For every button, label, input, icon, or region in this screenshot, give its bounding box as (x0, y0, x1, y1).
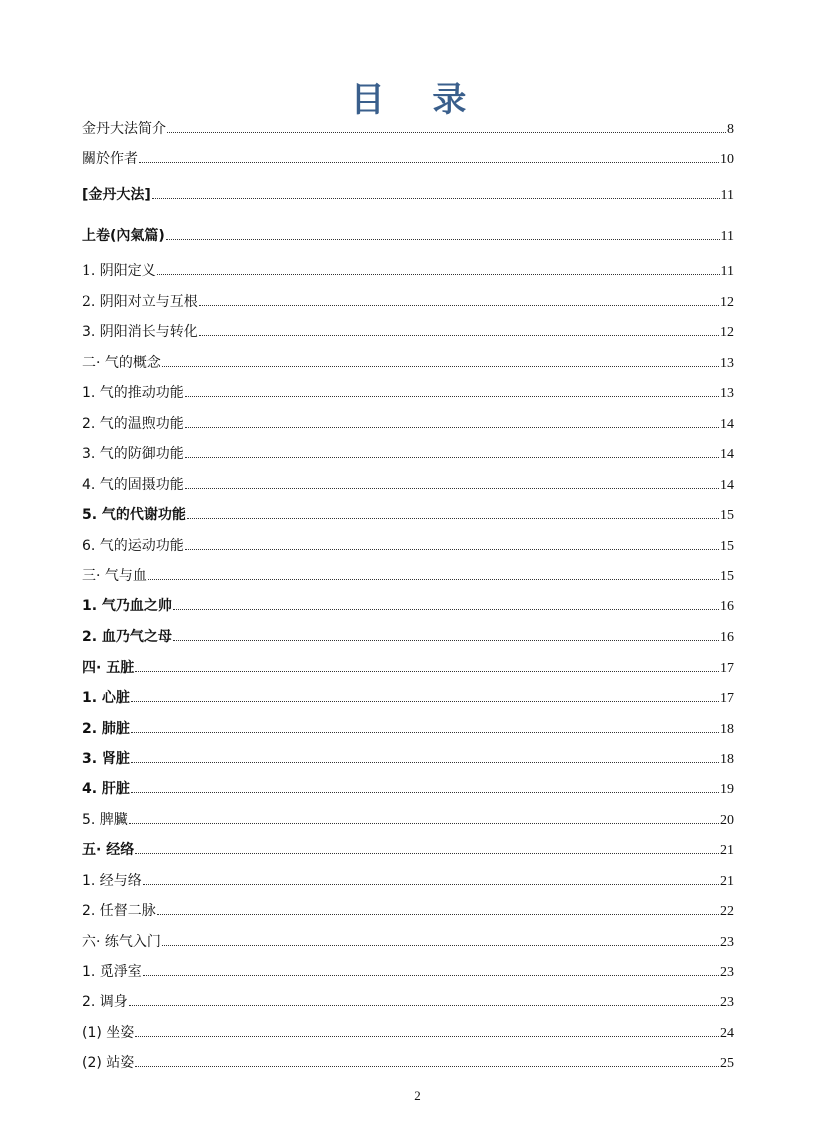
toc-entry-label: 2. 阴阳对立与互根 (82, 294, 198, 310)
toc-entry[interactable] (82, 933, 734, 952)
toc-entry-page: 24 (720, 1026, 734, 1041)
toc-entry[interactable] (82, 227, 734, 246)
toc-entry-label: 4. 肝脏 (82, 781, 130, 797)
toc-entry[interactable] (82, 445, 734, 464)
toc-entry-page: 15 (720, 508, 734, 523)
toc-entry[interactable] (82, 476, 734, 495)
toc-dot-leader (129, 822, 719, 824)
toc-entry[interactable] (82, 120, 734, 139)
toc-dot-leader (135, 670, 719, 672)
toc-entry[interactable] (82, 659, 734, 678)
toc-entry[interactable] (82, 628, 734, 647)
toc-entry-page: 16 (720, 630, 734, 645)
toc-entry-label: 2. 肺脏 (82, 721, 130, 737)
toc-entry-label: 2. 任督二脉 (82, 903, 156, 919)
toc-entry-page: 10 (720, 152, 734, 167)
toc-entry-page: 13 (720, 356, 734, 371)
toc-entry-label: 4. 气的固摄功能 (82, 477, 184, 493)
toc-entry-label: 6. 气的运动功能 (82, 538, 184, 554)
toc-entry-label: 1. 阴阳定义 (82, 263, 156, 279)
toc-entry-label: 3. 肾脏 (82, 751, 130, 767)
toc-entry-page: 11 (720, 188, 734, 203)
toc-dot-leader (157, 273, 720, 275)
toc-entry-label: 3. 阴阳消长与转化 (82, 324, 198, 340)
toc-dot-leader (135, 1065, 719, 1067)
toc-entry-page: 23 (720, 995, 734, 1010)
toc-entry-page: 22 (720, 904, 734, 919)
toc-dot-leader (152, 197, 720, 199)
toc-dot-leader (157, 913, 719, 915)
toc-dot-leader (187, 517, 719, 519)
toc-dot-leader (162, 944, 719, 946)
toc-dot-leader (185, 548, 719, 550)
toc-entry-page: 11 (720, 264, 734, 279)
toc-entry-label: 六· 练气入门 (82, 934, 161, 950)
toc-entry[interactable] (82, 720, 734, 739)
toc-entry[interactable] (82, 415, 734, 434)
toc-entry-page: 14 (720, 478, 734, 493)
toc-entry[interactable] (82, 780, 734, 799)
toc-entry-label: 上卷(內氣篇) (82, 228, 165, 244)
toc-dot-leader (131, 731, 719, 733)
toc-dot-leader (166, 238, 720, 240)
toc-dot-leader (148, 578, 719, 580)
toc-dot-leader (143, 883, 719, 885)
toc-entry-page: 25 (720, 1056, 734, 1071)
toc-entry[interactable] (82, 963, 734, 982)
toc-entry-label: 5. 气的代谢功能 (82, 507, 186, 523)
toc-entry[interactable] (82, 567, 734, 586)
toc-entry-label: 1. 气乃血之帅 (82, 598, 172, 614)
toc-dot-leader (129, 1004, 719, 1006)
toc-entry-label: 五· 经络 (82, 842, 135, 858)
toc-entry[interactable] (82, 323, 734, 342)
toc-dot-leader (185, 456, 719, 458)
toc-dot-leader (131, 791, 719, 793)
toc-entry[interactable] (82, 506, 734, 525)
toc-entry-label: 1. 心脏 (82, 690, 130, 706)
toc-dot-leader (199, 304, 719, 306)
toc-entry[interactable] (82, 150, 734, 169)
toc-entry[interactable] (82, 902, 734, 921)
toc-dot-leader (143, 974, 719, 976)
toc-entry-label: 2. 调身 (82, 994, 128, 1010)
toc-entry[interactable] (82, 354, 734, 373)
toc-entry-label: 1. 气的推动功能 (82, 385, 184, 401)
toc-entry-label: 5. 脾臟 (82, 812, 128, 828)
toc-entry[interactable] (82, 293, 734, 312)
toc-entry-label: 2. 血乃气之母 (82, 629, 172, 645)
toc-entry-label: 二· 气的概念 (82, 355, 161, 371)
toc-dot-leader (167, 131, 726, 133)
toc-entry-page: 11 (720, 229, 734, 244)
toc-dot-leader (139, 161, 719, 163)
toc-entry-page: 18 (720, 752, 734, 767)
toc-dot-leader (131, 700, 719, 702)
toc-entry-page: 14 (720, 447, 734, 462)
toc-entry[interactable] (82, 1024, 734, 1043)
page-title: 目 录 (350, 80, 485, 120)
toc-dot-leader (135, 852, 719, 854)
toc-entry-page: 12 (720, 325, 734, 340)
toc-entry-page: 8 (727, 122, 734, 137)
toc-dot-leader (199, 334, 719, 336)
toc-entry-page: 21 (720, 843, 734, 858)
toc-entry[interactable] (82, 750, 734, 769)
toc-entry-page: 17 (720, 691, 734, 706)
toc-dot-leader (185, 426, 719, 428)
toc-entry-label: (1) 坐姿 (82, 1025, 135, 1041)
toc-entry-page: 17 (720, 661, 734, 676)
toc-entry-page: 14 (720, 417, 734, 432)
page-number: 2 (414, 1088, 421, 1103)
toc-entry-page: 15 (720, 569, 734, 584)
toc-entry[interactable] (82, 384, 734, 403)
toc-entry-page: 20 (720, 813, 734, 828)
toc-entry-label: 三· 气与血 (82, 568, 147, 584)
toc-entry[interactable] (82, 537, 734, 556)
toc-entry[interactable] (82, 262, 734, 281)
toc-dot-leader (185, 395, 719, 397)
toc-entry-label: 金丹大法简介 (82, 121, 166, 137)
toc-entry-label: 1. 经与络 (82, 873, 142, 889)
toc-entry-page: 19 (720, 782, 734, 797)
toc-entry-label: 2. 气的温煦功能 (82, 416, 184, 432)
toc-entry[interactable] (82, 811, 734, 830)
toc-entry-page: 23 (720, 935, 734, 950)
toc-entry-page: 16 (720, 599, 734, 614)
toc-entry[interactable] (82, 993, 734, 1012)
toc-entry-label: 3. 气的防御功能 (82, 446, 184, 462)
toc-dot-leader (185, 487, 719, 489)
toc-dot-leader (173, 608, 719, 610)
toc-entry-page: 23 (720, 965, 734, 980)
toc-entry[interactable] (82, 872, 734, 891)
toc-entry[interactable] (82, 186, 734, 205)
toc-dot-leader (135, 1035, 719, 1037)
toc-entry[interactable] (82, 689, 734, 708)
toc-entry[interactable] (82, 841, 734, 860)
toc-entry-label: [金丹大法] (82, 187, 151, 203)
toc-entry[interactable] (82, 597, 734, 616)
toc-entry-page: 21 (720, 874, 734, 889)
toc-entry-page: 13 (720, 386, 734, 401)
toc-entry-page: 15 (720, 539, 734, 554)
toc-dot-leader (131, 761, 719, 763)
toc-entry-page: 18 (720, 722, 734, 737)
toc-entry-label: 四· 五脏 (82, 660, 135, 676)
toc-entry-page: 12 (720, 295, 734, 310)
toc-entry-label: 關於作者 (82, 151, 138, 167)
toc-dot-leader (162, 365, 719, 367)
toc-dot-leader (173, 639, 719, 641)
toc-entry-label: 1. 觅淨室 (82, 964, 142, 980)
toc-entry[interactable] (82, 1054, 734, 1073)
toc-entry-label: (2) 站姿 (82, 1055, 135, 1071)
